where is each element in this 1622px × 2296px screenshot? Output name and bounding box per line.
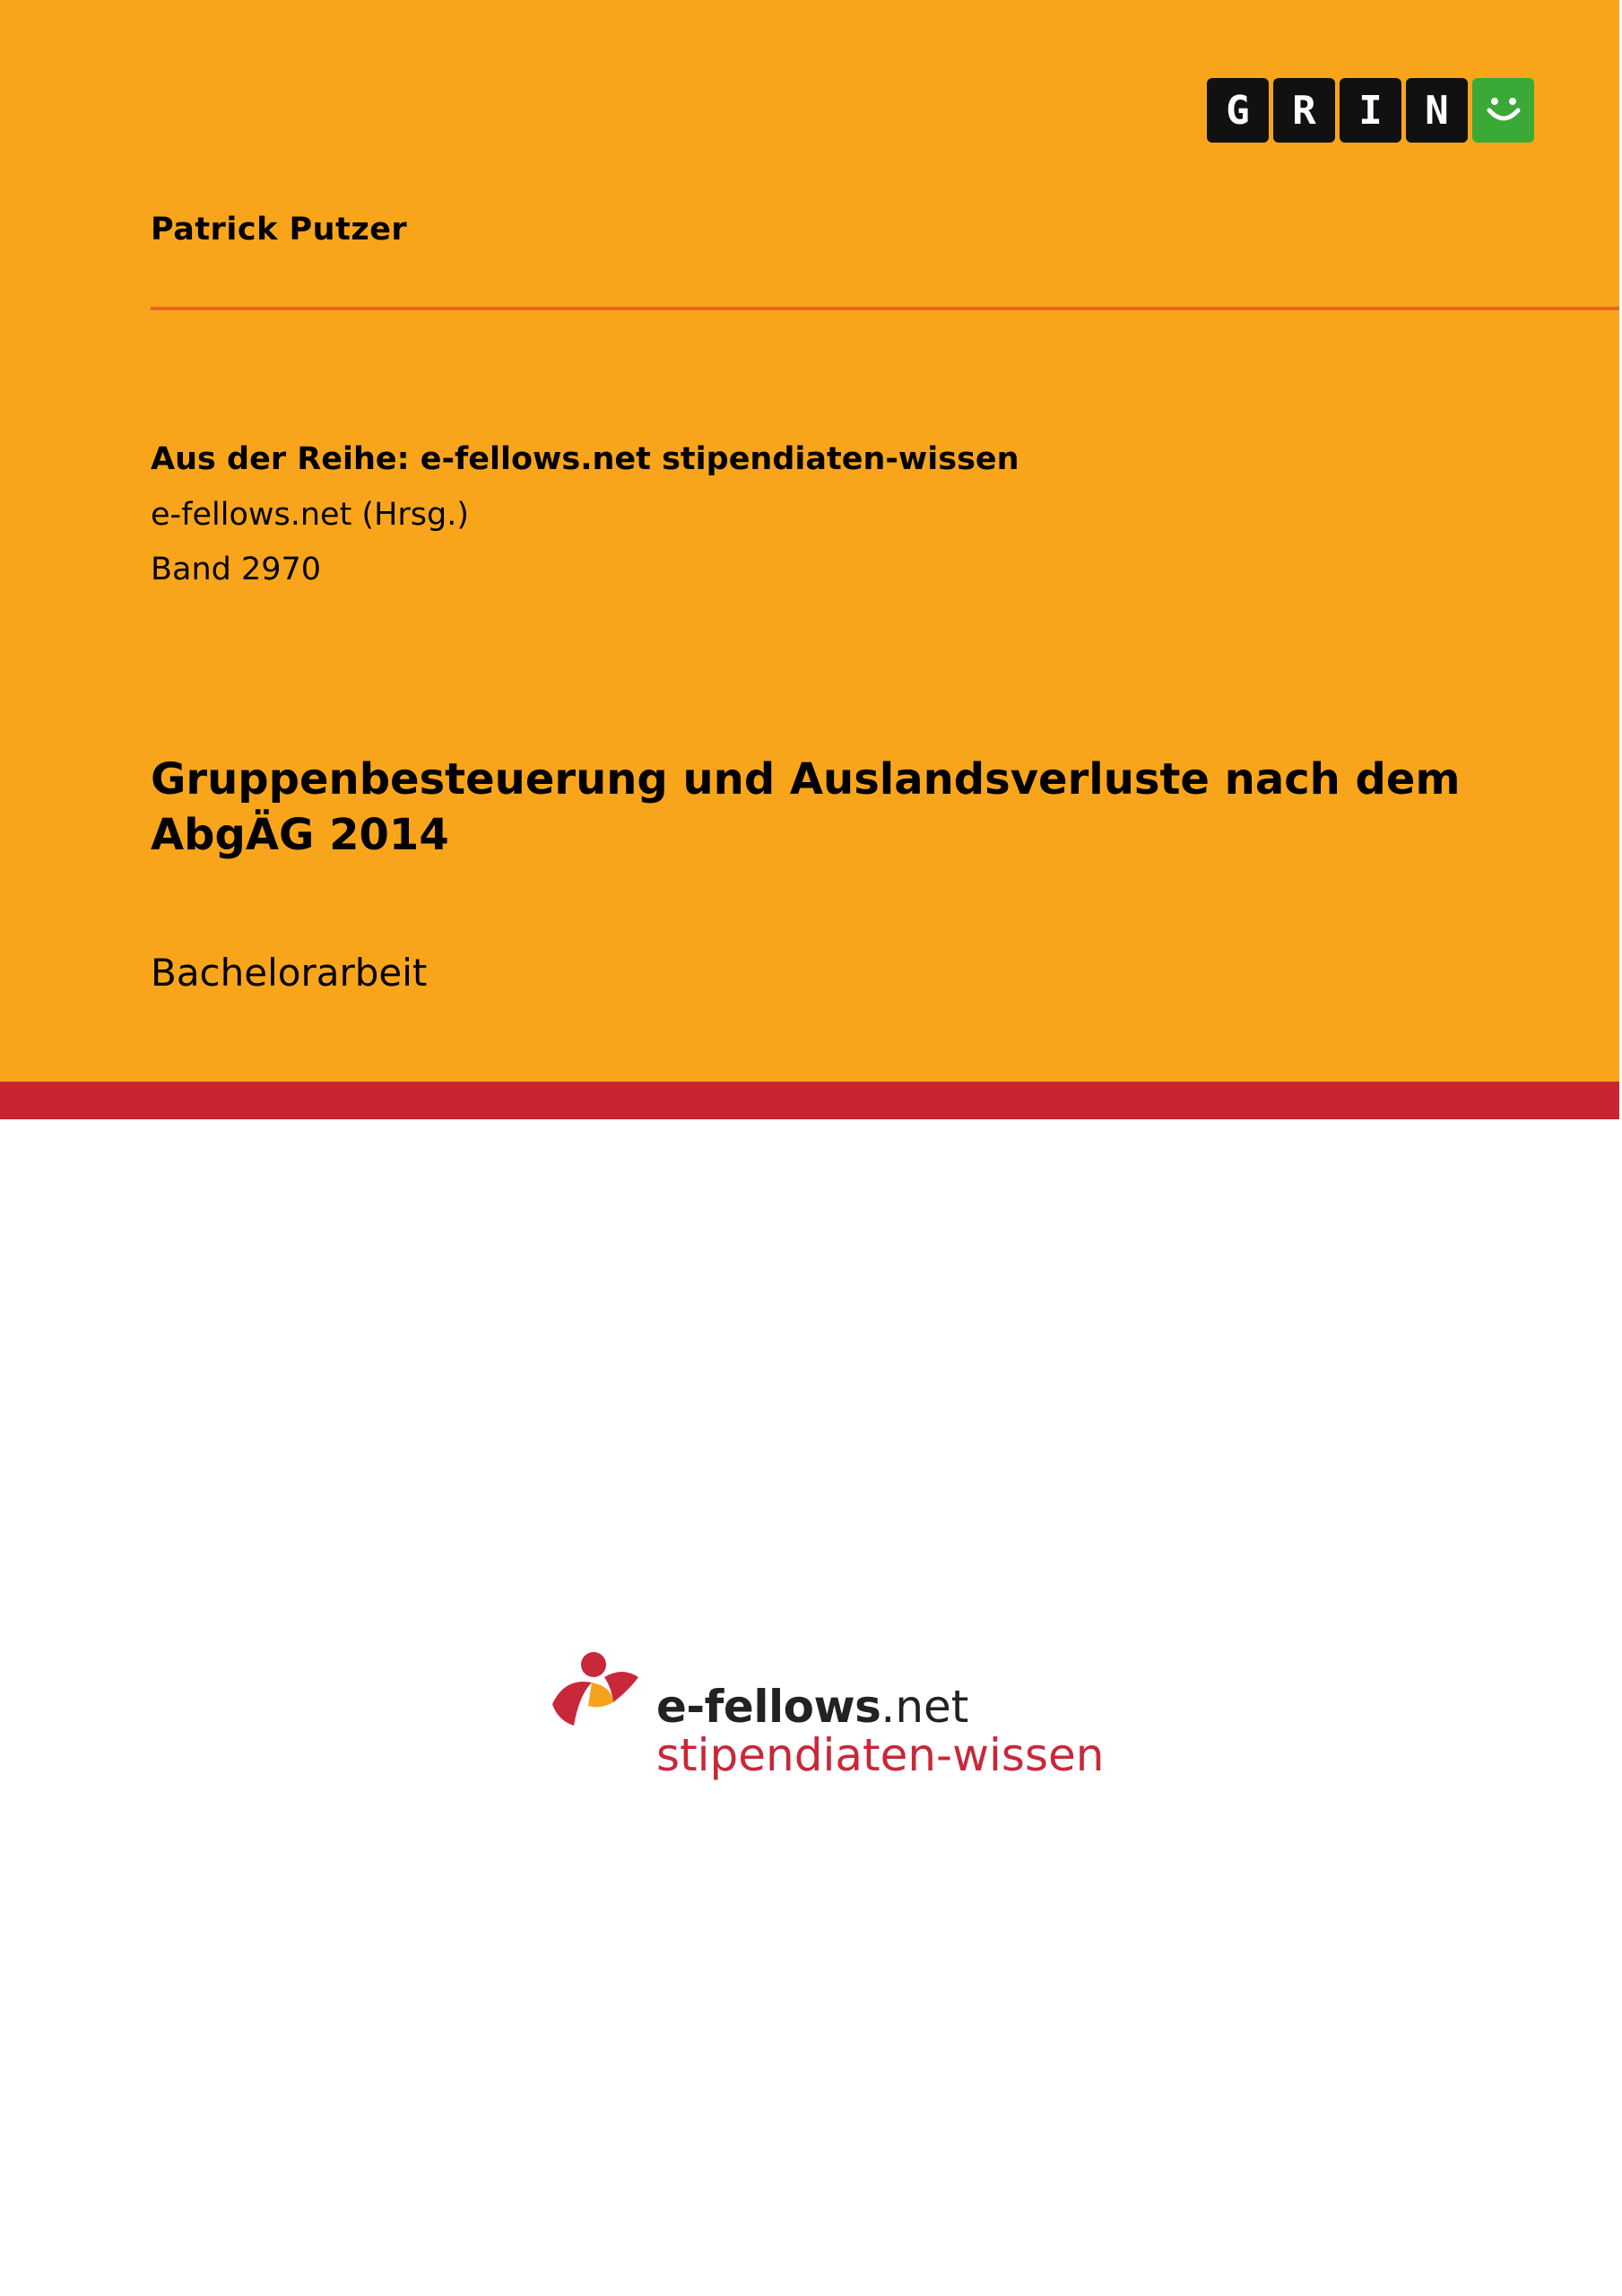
document-type: Bachelorarbeit xyxy=(151,951,428,995)
e-fellows-tagline: stipendiaten-wissen xyxy=(656,1729,1105,1781)
grin-publisher-logo xyxy=(1207,78,1534,143)
grin-letter-n: N xyxy=(1406,78,1468,143)
series-label: Aus der Reihe: e-fellows.net stipendiaten-wissen xyxy=(151,441,1019,477)
book-title: Gruppenbesteuerung und Auslandsverluste nach dem AbgÄG 2014 xyxy=(151,754,1461,860)
cover-orange-panel xyxy=(0,0,1619,1082)
e-fellows-wordmark xyxy=(656,1681,968,1733)
e-fellows-name: e-fellows xyxy=(656,1681,881,1733)
author-name: Patrick Putzer xyxy=(151,212,408,248)
smile-icon xyxy=(1472,78,1534,143)
cover-red-band xyxy=(0,1082,1619,1119)
grin-letter-r: R xyxy=(1273,78,1335,143)
e-fellows-mark-icon xyxy=(549,1650,643,1740)
series-editor: e-fellows.net (Hrsg.) xyxy=(151,497,470,533)
e-fellows-logo xyxy=(549,1650,1105,1794)
grin-letter-i: I xyxy=(1340,78,1401,143)
author-divider xyxy=(151,307,1619,310)
series-volume: Band 2970 xyxy=(151,552,322,587)
e-fellows-domain: .net xyxy=(880,1681,969,1733)
grin-letter-g: G xyxy=(1207,78,1269,143)
